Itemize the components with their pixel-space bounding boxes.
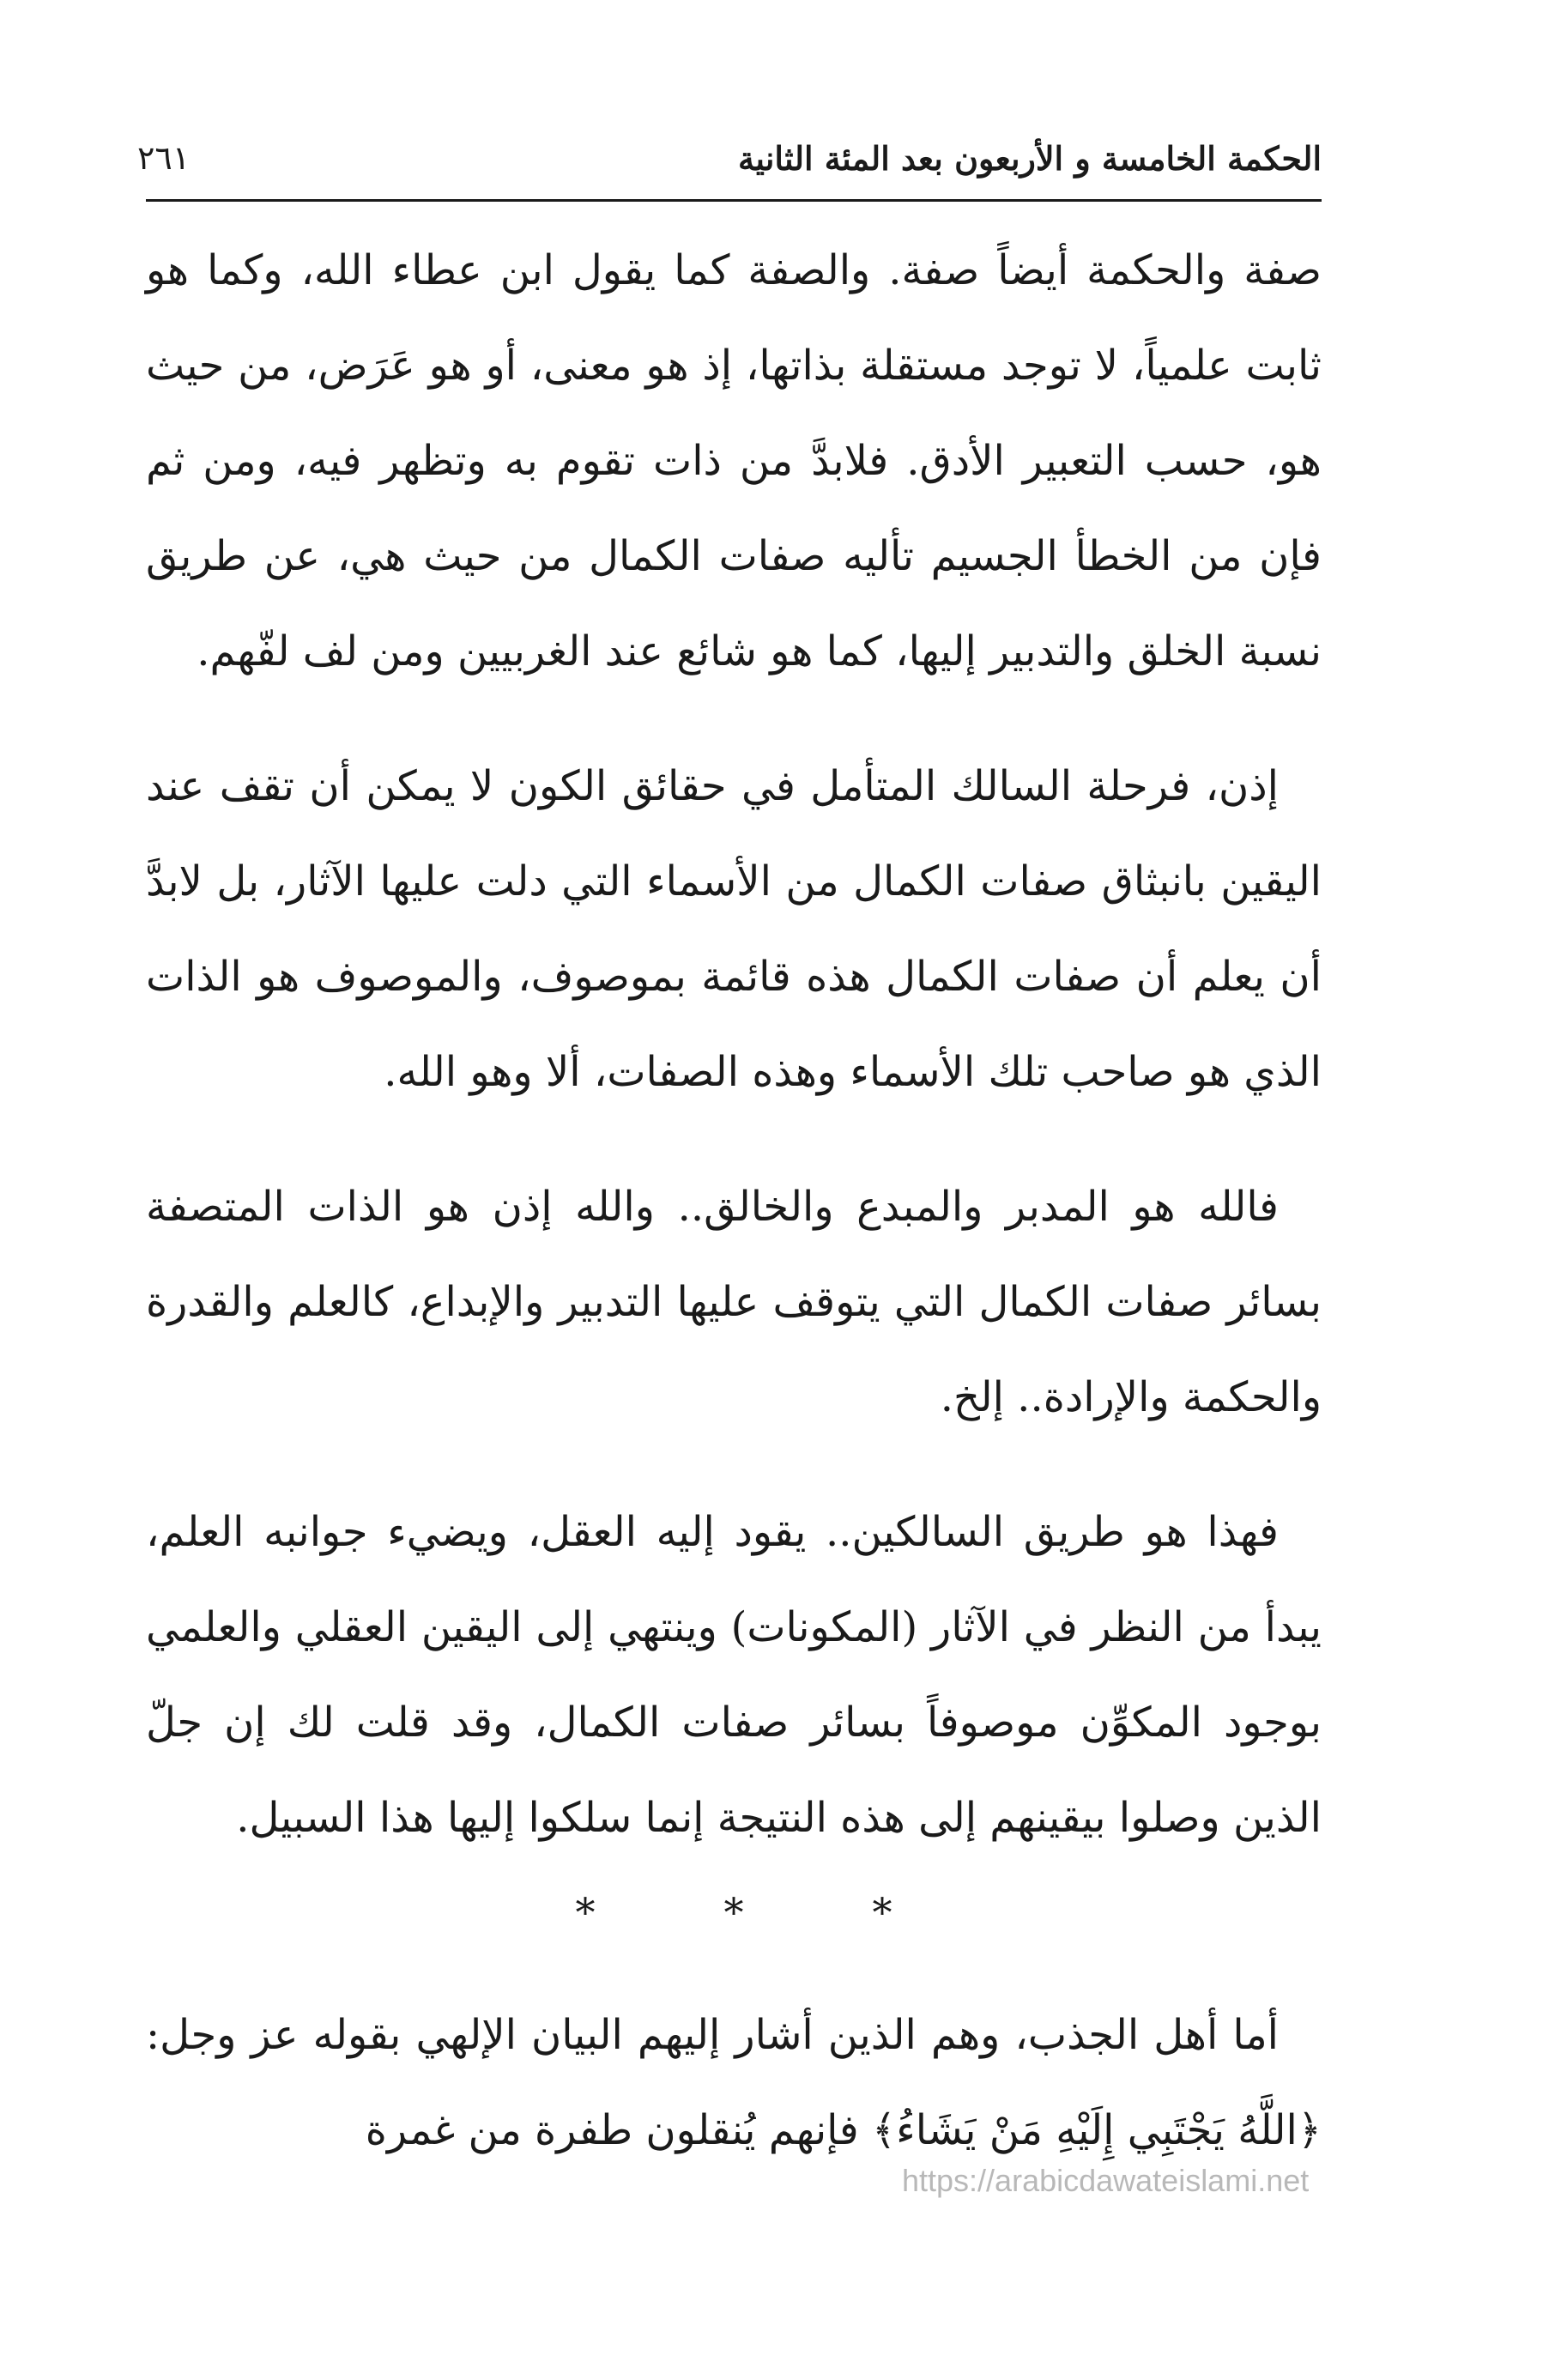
paragraph: فهذا هو طريق السالكين.. يقود إليه العقل، ويضيء جوانبه العلم، يبدأ من النظر في الآثار (المكونات) وينتهي إلى اليقين العقلي والعلمي بوجود المكوِّن موصوفاً بسائر صفات الكمال، وقد قلت لك إن جلّ الذين وصلوا بيقينهم إلى هذه النتيجة إنما سلكوا إليها هذا السبيل. — [146, 1508, 1322, 1842]
running-header — [137, 136, 1322, 197]
asterisk-ornament: * — [723, 1889, 744, 1935]
paragraph: فالله هو المدبر والمبدع والخالق.. والله إذن هو الذات المتصفة بسائر صفات الكمال التي يتوقف عليها التدبير والإبداع، كالعلم والقدرة والحكمة والإرادة.. إلخ. — [146, 1183, 1322, 1421]
page-body — [146, 223, 1322, 2178]
paragraph: صفة والحكمة أيضاً صفة. والصفة كما يقول ابن عطاء الله، وكما هو ثابت علمياً، لا توجد مستقلة بذاتها، إذ هو معنى، أو هو عَرَض، من حيث هو، حسب التعبير الأدق. فلابدَّ من ذات تقوم به وتظهر فيه، ومن ثم فإن من الخطأ الجسيم تأليه صفات الكمال من حيث هي، عن طريق نسبة الخلق والتدبير إليها، كما هو شائع عند الغربيين ومن لف لفّهم. — [146, 246, 1322, 675]
asterisk-ornament: * — [872, 1889, 892, 1935]
asterisk-ornament: * — [575, 1889, 596, 1935]
paragraph: إذن، فرحلة السالك المتأمل في حقائق الكون لا يمكن أن تقف عند اليقين بانبثاق صفات الكمال من الأسماء التي دلت عليها الآثار، بل لابدَّ أن يعلم أن صفات الكمال هذه قائمة بموصوف، والموصوف هو الذات الذي هو صاحب تلك الأسماء وهذه الصفات، ألا وهو الله. — [146, 762, 1322, 1096]
paragraph-spacer — [146, 699, 1322, 739]
paragraph: أما أهل الجذب، وهم الذين أشار إليهم البيان الإلهي بقوله عز وجل: ﴿اللَّهُ يَجْتَبِي إِلَيْهِ مَنْ يَشَاءُ﴾ فإنهم يُنقلون طفرة من غمرة — [146, 2011, 1322, 2154]
watermark-url: https://arabicdawateislami.net — [902, 2163, 1310, 2198]
paragraph-spacer — [146, 1120, 1322, 1160]
section-separator — [146, 1871, 1322, 1953]
paragraph-spacer — [146, 1445, 1322, 1485]
chapter-title: الحكمة الخامسة و الأربعون بعد المئة الثانية — [737, 139, 1322, 178]
page-number: ٢٦١ — [137, 139, 191, 177]
header-divider — [146, 199, 1322, 202]
